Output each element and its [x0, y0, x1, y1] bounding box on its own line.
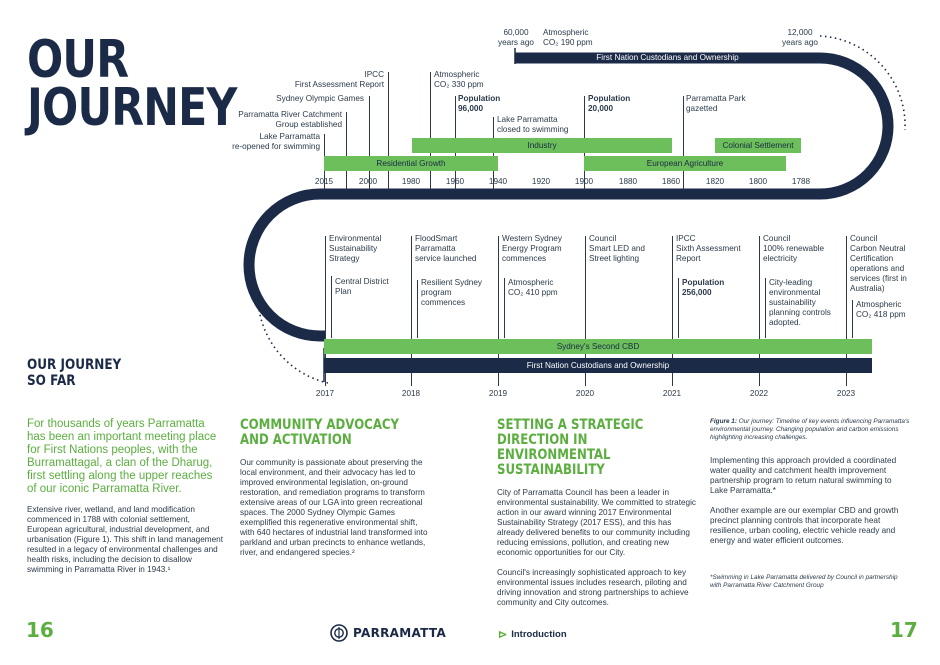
bar-second-cbd: Sydney's Second CBD: [324, 339, 872, 354]
parramatta-logo: [330, 624, 446, 642]
event-carbon-neutral: Council Carbon Neutral Certification operations and services (first in Australia): [850, 234, 907, 293]
bar-european-agriculture: European Agriculture: [584, 156, 786, 171]
tick-label: 2022: [749, 389, 769, 398]
tick-label: 1920: [531, 177, 551, 186]
event-line: [852, 300, 853, 338]
tick-label: 1860: [661, 177, 681, 186]
event-line: [331, 276, 332, 338]
event-central-district-plan: Central District Plan: [335, 277, 389, 296]
column-2: [240, 418, 430, 558]
event-co2-410: Atmospheric CO₂ 410 ppm: [508, 278, 558, 297]
event-co2-330: Atmospheric CO₂ 330 ppm: [434, 70, 484, 89]
figure-caption: Figure 1: Our journey: Timeline of key events influencing Parramatta's environmental journey. Changing population and carbon emissions highlighting increasing challenges.: [710, 418, 910, 441]
event-resilient-sydney: Resilient Sydney program commences: [421, 278, 482, 307]
intro-paragraph: For thousands of years Parramatta has been an important meeting place for First Nations peoples, with the Burramattagal, a clan of the Dharug, first settling along the upper reaches of our iconic Parramatta River.: [27, 418, 217, 495]
event-line: [504, 278, 505, 338]
event-catchment-group: Parramatta River Catchment Group established: [238, 110, 342, 129]
section-name: Introduction: [511, 629, 567, 640]
column-4: [710, 418, 910, 590]
event-line: [417, 280, 418, 338]
tick-label: 1980: [401, 177, 421, 186]
body-paragraph: Council's increasingly sophisticated approach to key environmental issues includes research, piloting and driving innovation and strong partnerships to achieve community and City outcomes.: [497, 568, 689, 607]
event-line: [388, 72, 389, 190]
tick-label: 1820: [705, 177, 725, 186]
section-link[interactable]: [498, 628, 567, 641]
body-paragraph: Implementing this approach provided a coordinated water quality and catchment health improvement partnership program to return natural swimming to Lake Parramatta.*: [710, 456, 897, 495]
body-paragraph: City of Parramatta Council has been a leader in environmental sustainability. We committed to strategic action in our award winning 2017 Environmental Sustainability Strategy (2017 ESS), and this has already delivered benefits to our community including reducing emissions, pollution, and creating new economic opportunities for our City.: [497, 488, 697, 557]
label-60000-years: 60,000 years ago: [498, 28, 534, 47]
city-crest-icon: [330, 624, 348, 642]
tick-label: 2018: [401, 389, 421, 398]
tick-label: 1800: [748, 177, 768, 186]
event-planning-controls: City-leading environmental sustainability planning controls adopted.: [769, 278, 831, 327]
bar-colonial-settlement: Colonial Settlement: [715, 138, 801, 153]
bar-first-nation-top: First Nation Custodians and Ownership: [596, 53, 739, 62]
tick-label: 2021: [662, 389, 682, 398]
tick-label: 2000: [358, 177, 378, 186]
page-number-left: 16: [26, 618, 54, 642]
tick-label: 1788: [791, 177, 811, 186]
event-population-96000: Population 96,000: [458, 94, 501, 113]
event-western-sydney-energy: Western Sydney Energy Program commences: [502, 234, 562, 263]
page-title: OUR JOURNEY: [27, 30, 237, 138]
event-smart-led: Council Smart LED and Street lighting: [589, 234, 645, 263]
tick-label: 2017: [315, 389, 335, 398]
event-line: [369, 96, 370, 190]
tick-label: 2015: [314, 177, 334, 186]
arrow-right-icon: ⊳: [498, 629, 508, 641]
event-line: [683, 96, 684, 190]
event-lake-closed: Lake Parramatta closed to swimming: [497, 115, 569, 134]
event-ess: Environmental Sustainability Strategy: [329, 234, 382, 263]
footnote: *Swimming in Lake Parramatta delivered by Council in partnership with Parramatta River Catchment Group: [710, 574, 898, 589]
event-population-20000: Population 20,000: [588, 94, 631, 113]
tick-label: 1900: [574, 177, 594, 186]
label-12000-years: 12,000 years ago: [782, 28, 818, 47]
event-population-256000: Population 256,000: [682, 278, 725, 297]
tick-label: 2023: [836, 389, 856, 398]
page-number-right: 17: [890, 618, 918, 642]
event-co2-418: Atmospheric CO₂ 418 ppm: [856, 300, 906, 319]
tick-label: 1880: [618, 177, 638, 186]
event-line: [430, 72, 431, 190]
bar-residential-growth: Residential Growth: [324, 156, 498, 171]
event-renewable-electricity: Council 100% renewable electricity: [763, 234, 824, 263]
logo-text: PARRAMATTA: [353, 626, 447, 640]
event-line: [346, 112, 347, 190]
event-ipcc-first: IPCC First Assessment Report: [294, 70, 384, 89]
event-line: [678, 278, 679, 338]
bar-first-nation-bottom: First Nation Custodians and Ownership: [324, 358, 872, 373]
bar-industry: Industry: [412, 138, 672, 153]
body-paragraph: Our community is passionate about preserving the local environment, and their advocacy has led to improved environmental legislation, on-ground restoration, and remediation programs to transform extensive areas of our LGA into green recreational spaces. The 2000 Sydney Olympic Games exemplified this regenerative environmental shift, with 640 hectares of industrial land transformed into parkland and urban precincts to enhance wetlands, river, and endangered species.²: [240, 458, 428, 557]
heading-community-advocacy: COMMUNITY ADVOCACY AND ACTIVATION: [240, 417, 400, 448]
event-olympic-games: Sydney Olympic Games: [276, 94, 364, 103]
event-floodsmart: FloodSmart Parramatta service launched: [415, 234, 477, 263]
heading-strategic-direction: SETTING A STRATEGIC DIRECTION IN ENVIRONMENTAL SUSTAINABILITY: [497, 417, 644, 478]
label-co2-190: Atmospheric CO₂ 190 ppm: [543, 28, 593, 47]
event-park-gazetted: Parramatta Park gazetted: [686, 94, 746, 113]
body-paragraph: Extensive river, wetland, and land modification commenced in 1788 with colonial settlement, European agricultural, industrial development, and urbanisation (Figure 1). This shift in land management resulted in a legacy of environmental challenges and health risks, including the decision to disallow swimming in Parramatta River in 1943.¹: [27, 505, 223, 574]
tick-label: 1940: [488, 177, 508, 186]
column-1: [27, 418, 225, 575]
tick-label: 2020: [575, 389, 595, 398]
event-ipcc-sixth: IPCC Sixth Assessment Report: [676, 234, 741, 263]
tick-label: 1960: [445, 177, 465, 186]
section-heading-journey-so-far: OUR JOURNEY SO FAR: [27, 357, 122, 389]
event-lake-reopened: Lake Parramatta re-opened for swimming: [232, 132, 320, 151]
column-3: [497, 418, 697, 608]
body-paragraph: Another example are our exemplar CBD and growth precinct planning controls that incorporate heat resilience, urban cooling, electric vehicle ready and energy and water efficient outcomes.: [710, 506, 899, 545]
event-line: [765, 278, 766, 338]
tick-label: 2019: [488, 389, 508, 398]
